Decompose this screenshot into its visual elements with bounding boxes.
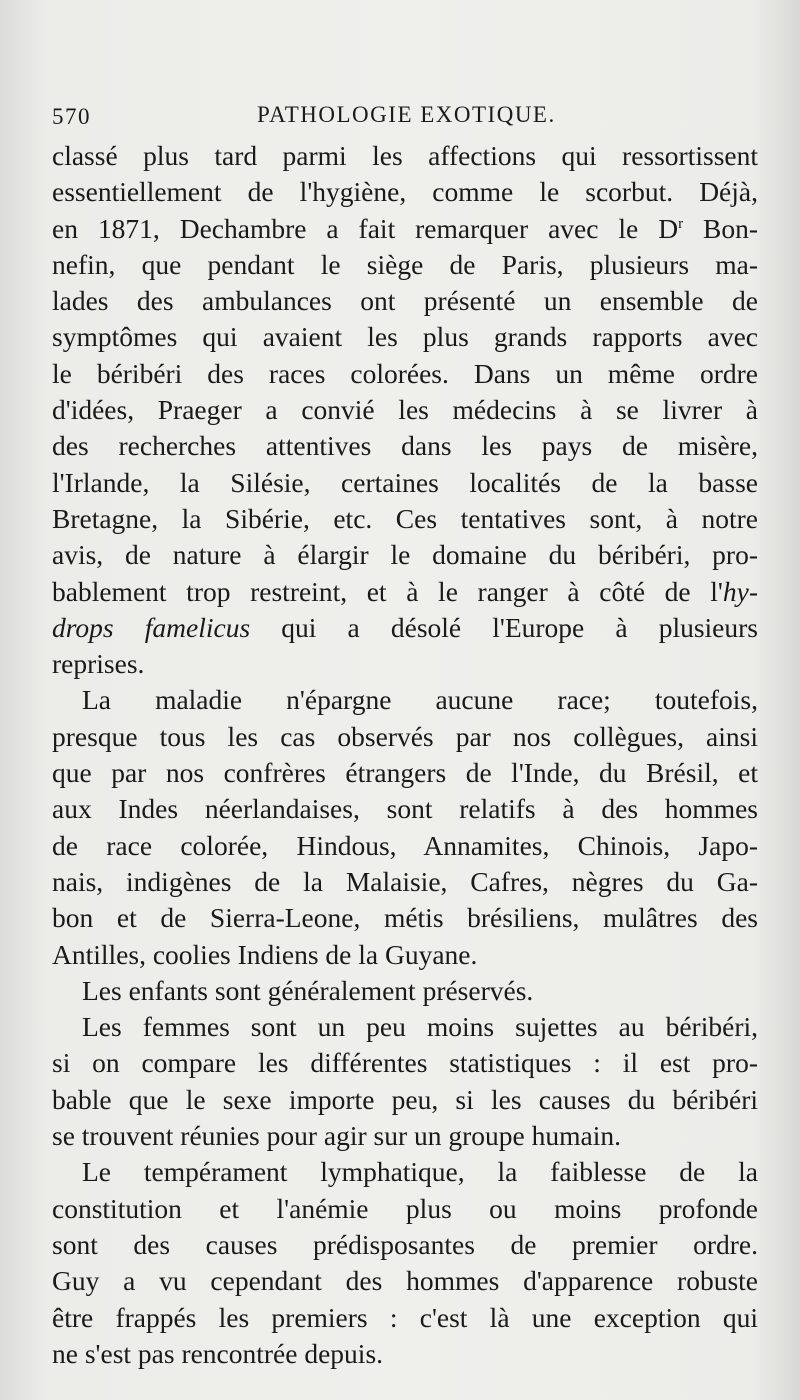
text-line: le béribéri des races colorées. Dans un même ordre bbox=[52, 357, 758, 389]
running-head bbox=[52, 96, 758, 138]
text-fragment: en 1871, Dechambre a fait remarquer avec le D bbox=[52, 212, 679, 244]
text-fragment: bablement trop restreint, et à le ranger à côté de l' bbox=[52, 575, 723, 607]
italic-term: hy- bbox=[722, 575, 758, 607]
text-line: Guy a vu cependant des hommes d'apparence robuste bbox=[52, 1265, 758, 1297]
text-line: sont des causes prédisposantes de premier ordre. bbox=[52, 1228, 758, 1260]
text-fragment: qui a désolé l'Europe à plusieurs bbox=[281, 611, 758, 643]
text-line: Le tempérament lymphatique, la faiblesse de la bbox=[82, 1156, 758, 1188]
text-line bbox=[52, 574, 758, 610]
italic-term: drops famelicus bbox=[52, 611, 251, 643]
text-line: classé plus tard parmi les affections qui ressortissent bbox=[52, 140, 758, 171]
page-number: 570 bbox=[52, 104, 91, 129]
text-line: symptômes qui avaient les plus grands rapports avec bbox=[52, 321, 758, 353]
text-line: avis, de nature à élargir le domaine du béribéri, pro- bbox=[52, 539, 758, 571]
text-line: ne s'est pas rencontrée depuis. bbox=[52, 1337, 384, 1369]
text-line: Les femmes sont un peu moins sujettes au béribéri, bbox=[82, 1011, 758, 1043]
body-text bbox=[52, 138, 758, 1372]
text-line: se trouvent réunies pour agir sur un groupe humain. bbox=[52, 1120, 621, 1152]
text-line: La maladie n'épargne aucune race; toutefois, bbox=[82, 684, 758, 716]
superscript: r bbox=[678, 215, 684, 232]
text-line bbox=[52, 610, 758, 646]
text-line: être frappés les premiers : c'est là une exception qui bbox=[52, 1301, 758, 1333]
text-line: bable que le sexe importe peu, si les causes du béribéri bbox=[52, 1083, 758, 1115]
text-line: nefin, que pendant le siège de Paris, plusieurs ma- bbox=[52, 248, 758, 280]
text-line: reprises. bbox=[52, 648, 145, 680]
text-line bbox=[52, 211, 758, 247]
text-line: Bretagne, la Sibérie, etc. Ces tentatives sont, à notre bbox=[52, 502, 758, 534]
text-line: nais, indigènes de la Malaisie, Cafres, nègres du Ga- bbox=[52, 865, 758, 897]
text-line: si on compare les différentes statistiques : il est pro- bbox=[52, 1047, 758, 1079]
text-line: l'Irlande, la Silésie, certaines localités de la basse bbox=[52, 466, 758, 498]
text-line: d'idées, Praeger a convié les médecins à se livrer à bbox=[52, 394, 758, 426]
text-fragment: Bon- bbox=[683, 212, 759, 244]
text-line: Les enfants sont généralement préservés. bbox=[82, 974, 534, 1006]
text-line: aux Indes néerlandaises, sont relatifs à des hommes bbox=[52, 793, 758, 825]
running-title: PATHOLOGIE EXOTIQUE. bbox=[257, 102, 556, 127]
text-line: presque tous les cas observés par nos collègues, ainsi bbox=[52, 720, 758, 752]
text-line: essentiellement de l'hygiène, comme le scorbut. Déjà, bbox=[52, 176, 758, 208]
text-line: constitution et l'anémie plus ou moins profonde bbox=[52, 1192, 758, 1224]
text-line: bon et de Sierra-Leone, métis brésiliens, mulâtres des bbox=[52, 902, 758, 934]
text-line: des recherches attentives dans les pays de misère, bbox=[52, 430, 758, 462]
text-line: lades des ambulances ont présenté un ensemble de bbox=[52, 285, 758, 317]
text-line: de race colorée, Hindous, Annamites, Chinois, Japo- bbox=[52, 829, 758, 861]
text-line: que par nos confrères étrangers de l'Inde, du Brésil, et bbox=[52, 757, 758, 789]
text-line: Antilles, coolies Indiens de la Guyane. bbox=[52, 938, 478, 970]
